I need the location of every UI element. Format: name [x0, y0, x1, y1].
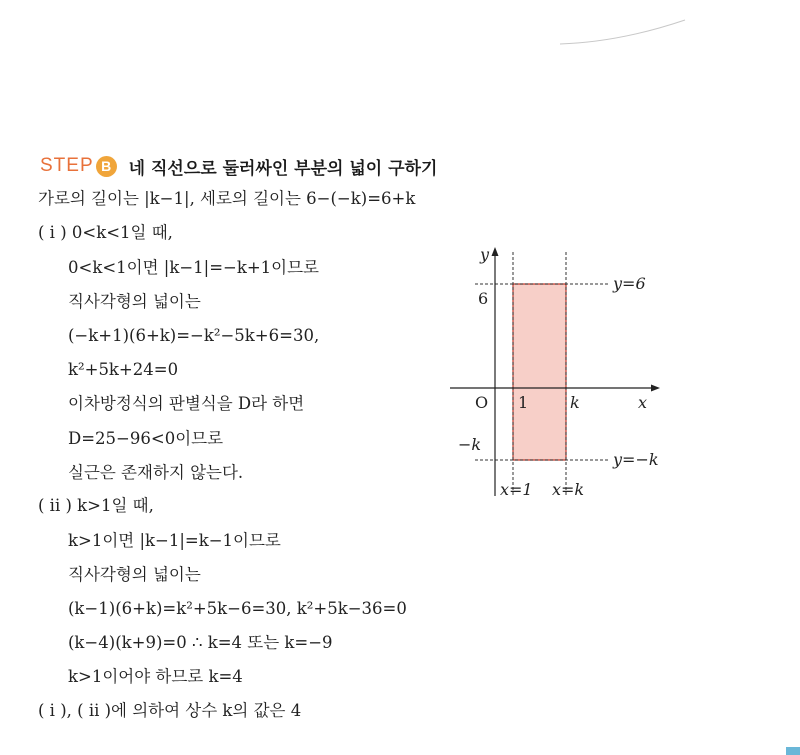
- text-line: D=25−96<0이므로: [68, 429, 224, 448]
- x-axis-arrow-icon: [651, 385, 660, 392]
- text-line: 이차방정식의 판별식을 D라 하면: [68, 394, 305, 413]
- text-line: 0<k<1이면 |k−1|=−k+1이므로: [68, 258, 319, 277]
- step-label: STEP: [40, 155, 94, 176]
- tick-label-neg-k: −k: [458, 435, 482, 454]
- line-label-y-neg-k: y=−k: [613, 450, 659, 469]
- line-label-x1: x=1: [500, 480, 533, 499]
- y-axis-label: y: [480, 245, 490, 264]
- line-label-xk: x=k: [552, 480, 585, 499]
- tick-label-k: k: [570, 393, 580, 412]
- tick-label-1: 1: [518, 393, 529, 412]
- shaded-rectangle: [513, 284, 566, 460]
- text-line: k>1이어야 하므로 k=4: [68, 667, 243, 686]
- text-line: (k−1)(6+k)=k²+5k−6=30, k²+5k−36=0: [68, 599, 407, 618]
- text-line: ( ii ) k>1일 때,: [38, 496, 154, 515]
- text-line: k²+5k+24=0: [68, 360, 179, 379]
- text-line: ( i ) 0<k<1일 때,: [38, 223, 173, 242]
- text-line: 직사각형의 넓이는: [68, 565, 201, 584]
- rectangle-graph: [440, 238, 690, 508]
- text-line: ( i ), ( ii )에 의하여 상수 k의 값은 4: [38, 701, 302, 720]
- text-line: 가로의 길이는 |k−1|, 세로의 길이는 6−(−k)=6+k: [38, 189, 416, 208]
- corner-tab: [786, 747, 800, 755]
- text-line: (−k+1)(6+k)=−k²−5k+6=30,: [68, 326, 320, 345]
- text-line: 직사각형의 넓이는: [68, 292, 201, 311]
- tick-label-6: 6: [478, 289, 489, 308]
- step-heading: [40, 153, 437, 179]
- step-badge: B: [96, 156, 117, 177]
- text-line: 실근은 존재하지 않는다.: [68, 463, 244, 482]
- text-line: k>1이면 |k−1|=k−1이므로: [68, 531, 281, 550]
- decorative-curve: [560, 14, 700, 54]
- step-title: 네 직선으로 둘러싸인 부분의 넓이 구하기: [128, 158, 438, 179]
- y-axis-arrow-icon: [492, 247, 499, 256]
- x-axis-label: x: [638, 393, 648, 412]
- line-label-y6: y=6: [613, 274, 646, 293]
- origin-label: O: [475, 393, 489, 412]
- text-line: (k−4)(k+9)=0 ∴ k=4 또는 k=−9: [68, 633, 333, 652]
